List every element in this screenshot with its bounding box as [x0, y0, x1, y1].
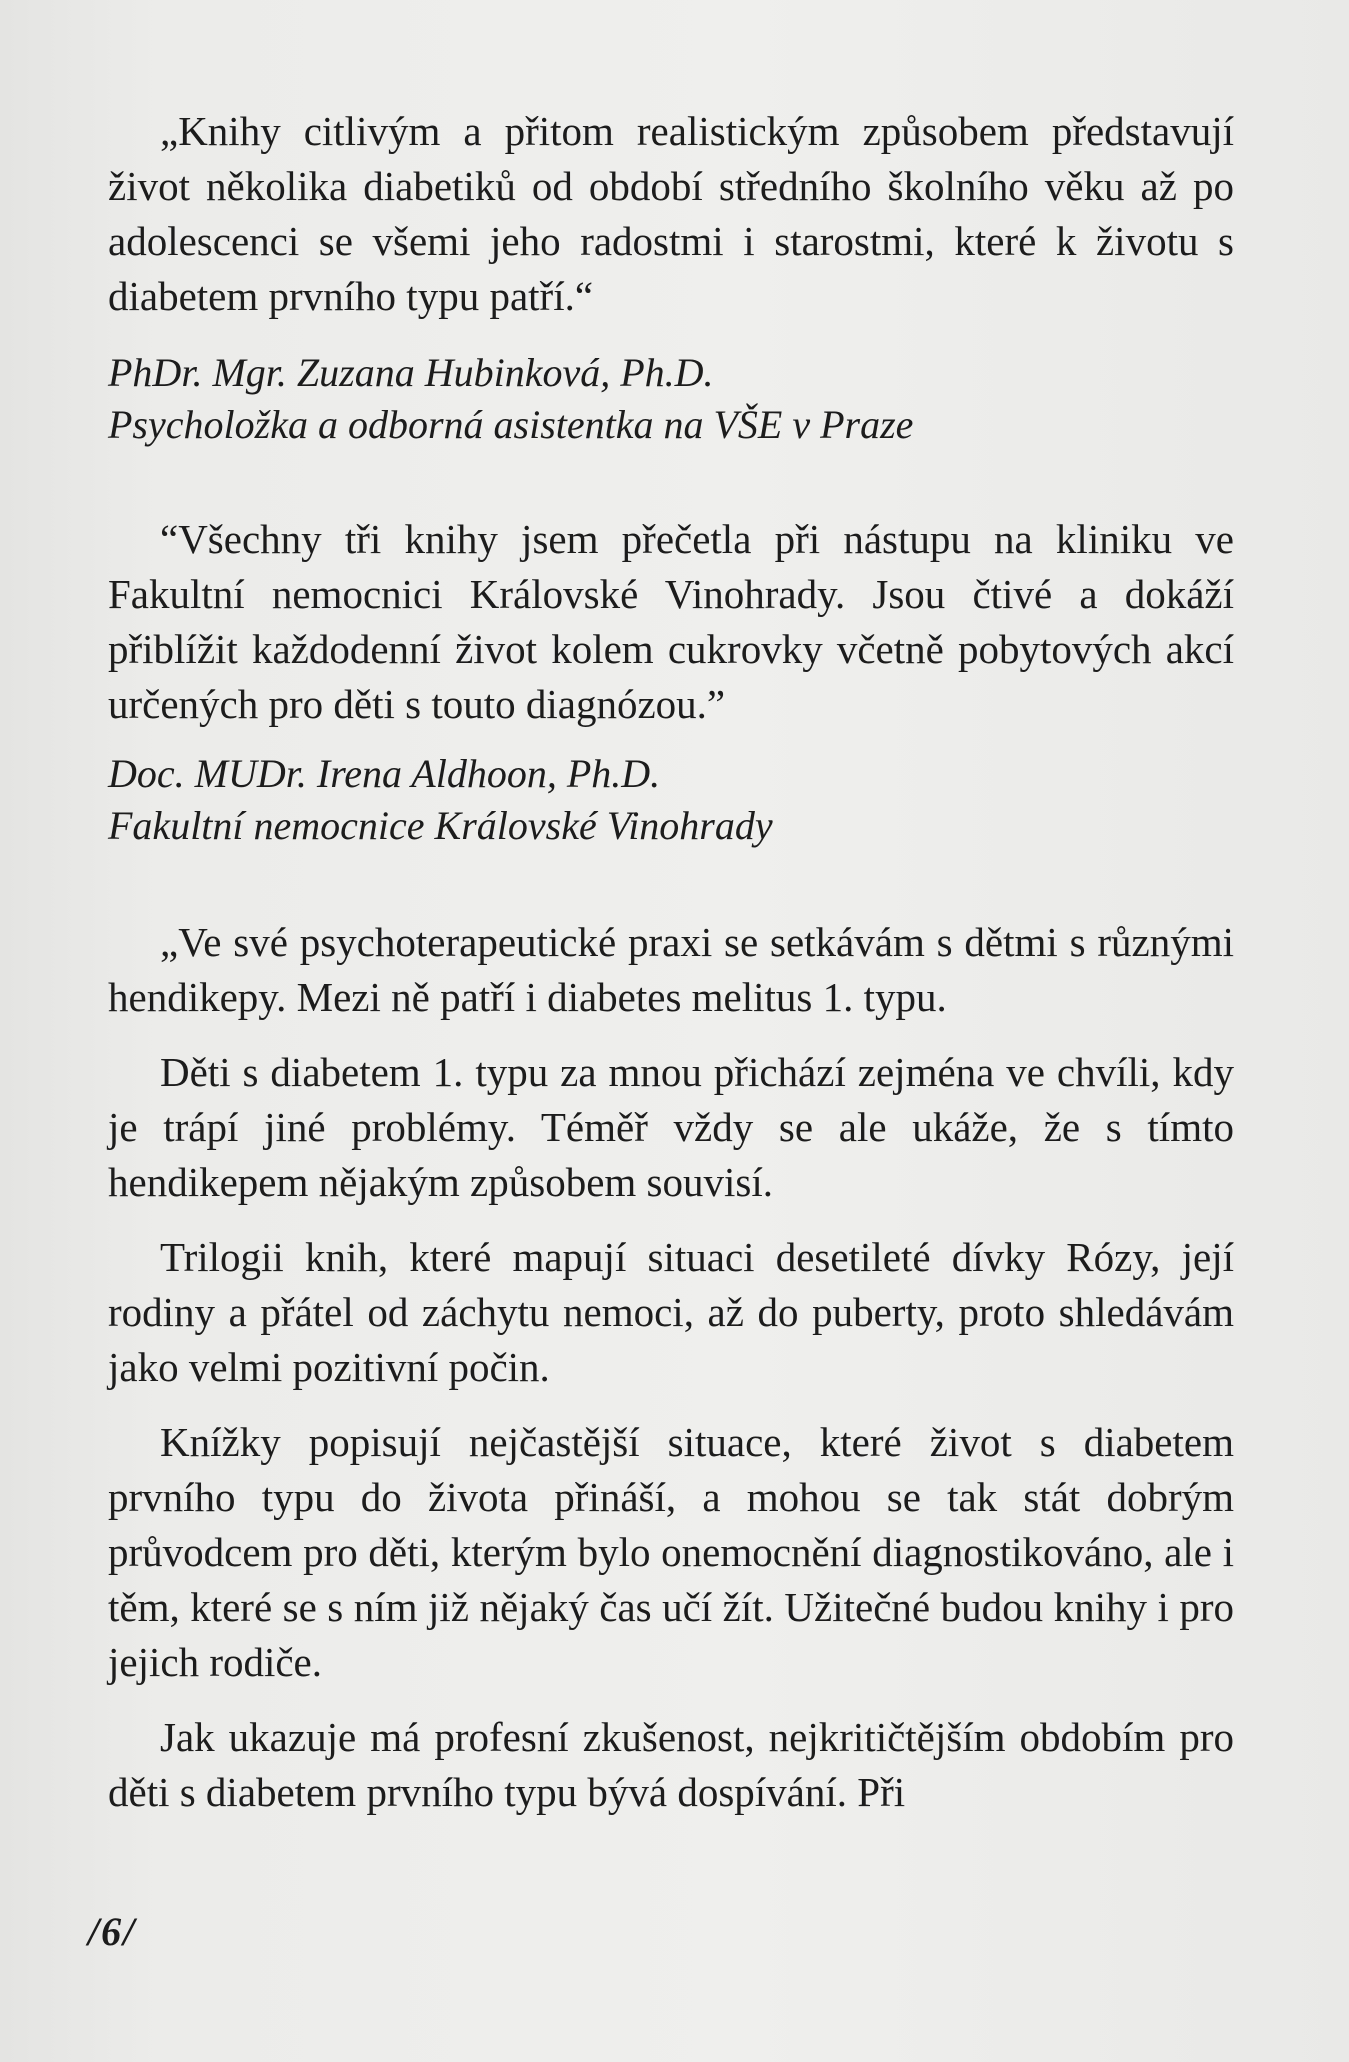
paragraph: Děti s diabetem 1. typu za mnou přichází zejména ve chvíli, kdy je trápí jiné problémy. Téměř vždy se ale ukáže, že s tímto hendikepem nějakým způsobem souvisí. [108, 1049, 1234, 1205]
quote-attribution [108, 347, 1234, 451]
paragraph: „Ve své psychoterapeutické praxi se setkávám s dětmi s různými hendikepy. Mezi ně patří i diabetes melitus 1. typu. [108, 919, 1234, 1020]
quote-attribution [108, 748, 1234, 852]
quote-psychotherapist [108, 915, 1234, 1840]
quote-aldhoon [108, 512, 1234, 732]
paragraph: Jak ukazuje má profesní zkušenost, nejkritičtějším obdobím pro děti s diabetem prvního typu bývá dospívání. Při [108, 1714, 1234, 1815]
quote-author: Doc. MUDr. Irena Aldhoon, Ph.D. [108, 751, 661, 796]
quote-author-role: Psycholožka a odborná asistentka na VŠE v Praze [108, 402, 914, 447]
quote-text: “Všechny tři knihy jsem přečetla při nástupu na kliniku ve Fakultní nemocnici Královské Vinohrady. Jsou čtivé a dokáží přiblížit každodenní život kolem cukrovky včetně pobytových akcí určených pro děti s touto diagnózou.” [108, 516, 1234, 727]
quote-hubinkova [108, 104, 1234, 324]
quote-author-role: Fakultní nemocnice Královské Vinohrady [108, 803, 773, 848]
paragraph: Trilogii knih, které mapují situaci desetileté dívky Rózy, její rodiny a přátel od záchytu nemoci, až do puberty, proto shledávám jako velmi pozitivní počin. [108, 1234, 1234, 1390]
quote-text: „Knihy citlivým a přitom realistickým způsobem představují život několika diabetiků od období středního školního věku až po adolescenci se všemi jeho radostmi i starostmi, které k životu s diabetem prvního typu patří.“ [108, 108, 1234, 319]
paragraph: Knížky popisují nejčastější situace, které život s diabetem prvního typu do života přináší, a mohou se tak stát dobrým průvodcem pro děti, kterým bylo onemocnění diagnostikováno, ale i těm, které se s ním již nějaký čas učí žít. Užitečné budou knihy i pro jejich rodiče. [108, 1419, 1234, 1685]
page-number: /6/ [88, 1909, 137, 1954]
quote-author: PhDr. Mgr. Zuzana Hubinková, Ph.D. [108, 350, 714, 395]
